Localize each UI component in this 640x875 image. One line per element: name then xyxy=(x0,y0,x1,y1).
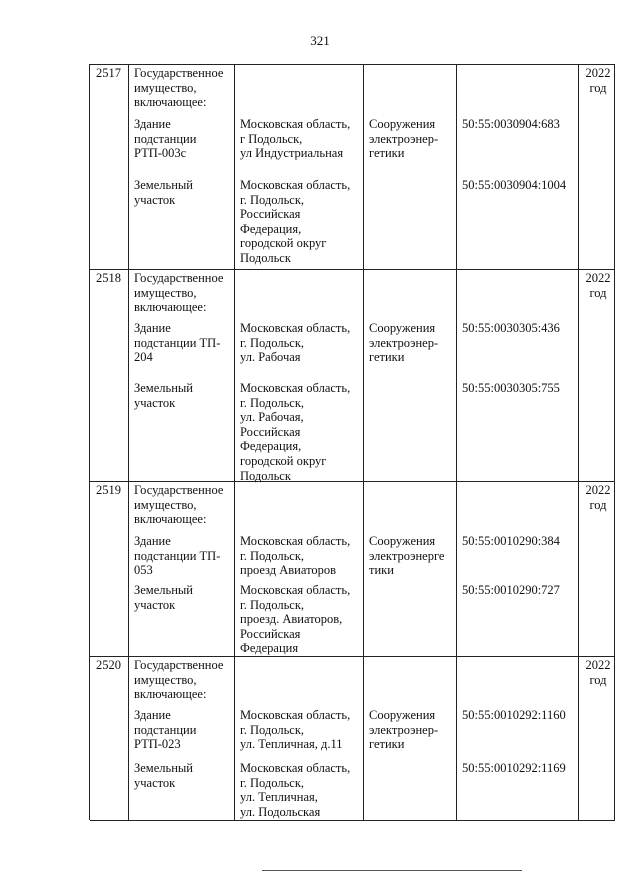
item-cadastral: 50:55:0010290:384 xyxy=(462,534,560,548)
table-row xyxy=(90,65,615,270)
item-type: Сооружения электроэнер- гетики xyxy=(369,321,439,365)
table-row xyxy=(90,270,615,482)
item-name: Земельный участок xyxy=(134,381,193,410)
item-cadastral: 50:55:0030305:755 xyxy=(462,381,560,395)
row-year: 2022 год xyxy=(585,658,611,687)
item-name: Земельный участок xyxy=(134,583,193,612)
row-title: Государственное имущество, включающее: xyxy=(134,483,224,527)
row-title: Государственное имущество, включающее: xyxy=(134,658,224,702)
item-address: Московская область, г. Подольск, проезд Авиаторов xyxy=(240,534,351,578)
item-cadastral: 50:55:0010290:727 xyxy=(462,583,560,597)
scan-edge-line xyxy=(262,870,522,871)
item-type: Сооружения электроэнерге тики xyxy=(369,534,445,578)
property-table xyxy=(89,64,615,820)
item-type: Сооружения электроэнер- гетики xyxy=(369,117,439,161)
item-cadastral: 50:55:0010292:1169 xyxy=(462,761,566,775)
item-address: Московская область, г. Подольск, Российская Федерация, городской округ Подольск xyxy=(240,178,351,265)
row-year: 2022 год xyxy=(585,271,611,300)
item-name: Здание подстанции РТП-023 xyxy=(134,708,197,752)
item-address: Московская область, г. Подольск, ул. Тепличная, ул. Подольская xyxy=(240,761,351,819)
page-number: 321 xyxy=(310,33,330,48)
item-type: Сооружения электроэнер- гетики xyxy=(369,708,439,752)
row-title: Государственное имущество, включающее: xyxy=(134,271,224,315)
row-number: 2517 xyxy=(96,66,121,80)
item-cadastral: 50:55:0030305:436 xyxy=(462,321,560,335)
row-year: 2022 год xyxy=(585,483,611,512)
item-cadastral: 50:55:0010292:1160 xyxy=(462,708,566,722)
item-name: Земельный участок xyxy=(134,178,193,207)
row-number: 2518 xyxy=(96,271,121,285)
item-cadastral: 50:55:0030904:683 xyxy=(462,117,560,131)
item-address: Московская область, г. Подольск, проезд. Авиаторов, Российская Федерация xyxy=(240,583,351,656)
item-address: Московская область, г. Подольск, ул. Тепличная, д.11 xyxy=(240,708,351,752)
item-address: Московская область, г Подольск, ул Индустриальная xyxy=(240,117,351,161)
item-name: Здание подстанции ТП- 204 xyxy=(134,321,221,365)
item-address: Московская область, г. Подольск, ул. Рабочая xyxy=(240,321,351,365)
row-year: 2022 год xyxy=(585,66,611,95)
item-cadastral: 50:55:0030904:1004 xyxy=(462,178,567,192)
table-row xyxy=(90,482,615,657)
row-title: Государственное имущество, включающее: xyxy=(134,66,224,110)
item-name: Здание подстанции ТП- 053 xyxy=(134,534,221,578)
row-number: 2519 xyxy=(96,483,121,497)
item-address: Московская область, г. Подольск, ул. Рабочая, Российская Федерация, городской округ Подольск xyxy=(240,381,351,483)
table-right-border xyxy=(614,64,615,820)
table-row xyxy=(90,657,615,821)
item-name: Здание подстанции РТП-003с xyxy=(134,117,197,161)
item-name: Земельный участок xyxy=(134,761,193,790)
row-number: 2520 xyxy=(96,658,121,672)
